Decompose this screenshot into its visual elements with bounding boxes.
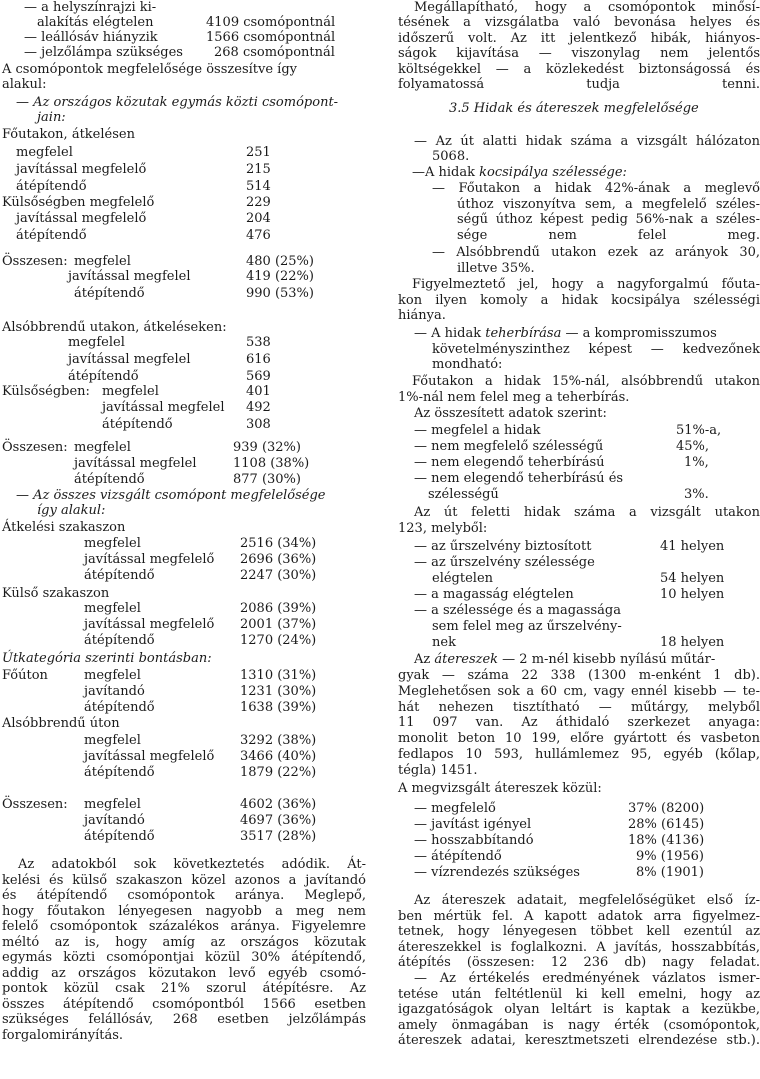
row-value: 1231 (30%) [240, 684, 317, 699]
paragraph-line: 11 097 van. Az áthidaló szerkezet anyaga: [398, 715, 760, 731]
paragraph-line: hogy főutakon lényegesen nagyobb a meg nem [2, 903, 366, 919]
paragraph-line: Az adatokból sok következtetés adódik. Át- [18, 857, 366, 872]
row-label: javítandó [84, 684, 145, 699]
text-span: — a kompromisszumos [561, 326, 717, 341]
row-value: 1310 (31%) [240, 668, 317, 683]
row-value: 28% (6145) [628, 817, 705, 832]
row-label: megfelel [102, 384, 159, 399]
text-line: 5068. [432, 149, 470, 164]
row-value: 2001 (37%) [240, 617, 317, 632]
row-value: 3%. [684, 487, 709, 502]
paragraph-line: ben mértük fel. A kapott adatok arra figyelmez- [398, 908, 760, 924]
row-value: 18% (4136) [628, 833, 705, 848]
row-label: javítással megfelelő [84, 617, 215, 632]
row-value: 538 [246, 335, 271, 350]
row-label: — a szélessége és a magassága [414, 603, 621, 618]
row-label: átépítendő [84, 829, 155, 844]
row-value: 251 [246, 145, 271, 160]
row-label: elégtelen [432, 571, 494, 586]
row-value: 1879 (22%) [240, 765, 317, 780]
text-line: Külsőségben: [2, 384, 90, 399]
section-heading: így alakul: [37, 503, 106, 518]
row-value: 514 [246, 179, 271, 194]
section-heading: jain: [37, 110, 66, 125]
row-value: 51%-a, [676, 423, 722, 438]
paragraph-line: költségekkel — a közlekedést biztonságossá és [398, 61, 760, 77]
row-value: 1638 (39%) [240, 700, 317, 715]
row-value: 3517 (28%) [240, 829, 317, 844]
row-value: 37% (8200) [628, 801, 705, 816]
row-label: — a magasság elégtelen [414, 587, 574, 602]
section-heading: — Az országos közutak egymás közti csomópont- [16, 95, 339, 110]
row-label: javítással megfelelő [84, 749, 215, 764]
list-item: alakítás elégtelen [37, 15, 154, 30]
paragraph-line: fedlapos 10 593, hullámlemez 95, egyéb (kőlap, [398, 747, 760, 762]
row-label: javítással megfelelő [16, 162, 147, 177]
paragraph-line: gyak — száma 22 338 (1300 m-enként 1 db). [398, 668, 760, 683]
text-span: kocsipálya szélessége: [479, 165, 627, 180]
row-value: 9% (1956) [636, 849, 704, 864]
paragraph-line: egymás közti csomópontjai közül 30% átépítendő, [2, 950, 366, 965]
paragraph-line: — Főutakon a hidak 42%-ának a meglevő [432, 181, 760, 196]
row-value: 4697 (36%) [240, 813, 317, 828]
text-span: — 2 m-nél kisebb nyílású műtár- [498, 652, 716, 667]
row-label: — nem elegendő teherbírású [414, 455, 605, 470]
paragraph-line: — Alsóbbrendű utakon ezek az arányok 30, [432, 245, 760, 260]
text-line: Az összesített adatok szerint: [414, 406, 607, 421]
paragraph-line: igazgatóságok olyan leltárt is kaptak a kezükbe, [398, 1002, 760, 1018]
row-label: átépítendő [84, 700, 155, 715]
section-heading: — Az összes vizsgált csomópont megfelelősége [16, 488, 326, 503]
row-label: — javítást igényel [414, 817, 532, 832]
paragraph-line: Az út feletti hidak száma a vizsgált utakon [414, 505, 760, 520]
text-line: mondható: [432, 357, 503, 372]
paragraph-line: Főutakon a hidak 15%-nál, alsóbbrendű utakon [412, 374, 760, 389]
row-value: 8% (1901) [636, 865, 704, 880]
row-label: megfelel [84, 733, 141, 748]
text-line: Összesen: [2, 440, 68, 455]
row-value: 308 [246, 417, 271, 432]
paragraph-line: monolit beton 10 199, előre gyártott és vasbeton [398, 731, 760, 747]
row-label: — vízrendezés szükséges [414, 865, 580, 880]
row-value: 1108 (38%) [233, 456, 310, 471]
row-label: megfelel [74, 440, 131, 455]
section-heading: Útkategória szerinti bontásban: [2, 651, 212, 666]
text-line: 123, melyből: [398, 521, 488, 536]
paragraph-line: Figyelmeztető jel, hogy a nagyforgalmú főuta- [412, 277, 760, 292]
text-line: Főúton [2, 668, 48, 683]
row-value: 990 (53%) [246, 286, 314, 301]
text-line: Átkelési szakaszon [2, 520, 126, 535]
text-line: alakul: [2, 77, 47, 92]
text-line: Külső szakaszon [2, 586, 110, 601]
row-value: 4109 csomópontnál [206, 15, 336, 30]
row-label: átépítendő [74, 472, 145, 487]
text-line: Alsóbbrendű úton [2, 716, 120, 731]
row-label: — hosszabbítandó [414, 833, 534, 848]
row-label: átépítendő [84, 568, 155, 583]
list-heading [412, 165, 627, 180]
text-line: Külsőségben megfelelő [2, 195, 155, 210]
paragraph-line: tetése után feltétlenül ki kell emelni, hogy az [398, 986, 760, 1002]
row-value: 569 [246, 369, 271, 384]
paragraph-line: kon ilyen komoly a hidak kocsipálya szélességi [398, 292, 760, 308]
paragraph-line: pontok közül csak 21% szorul átépítésre. Az [2, 981, 366, 996]
text-line: 1%-nál nem felel meg a teherbírás. [398, 390, 630, 405]
paragraph-line: hiánya. [398, 308, 446, 323]
row-value: 419 (22%) [246, 269, 314, 284]
paragraph-line: követelményszinthez képest — kedvezőnek [432, 342, 760, 357]
row-label: átépítendő [84, 765, 155, 780]
paragraph-line: szükséges felállósáv, 268 esetben jelzőlámpás [2, 1012, 366, 1027]
paragraph-line [414, 652, 715, 667]
paragraph-line: Megállapítható, hogy a csomópontok minősí- [414, 0, 760, 15]
text-line: Összesen: [2, 254, 68, 269]
text-span: teherbírása [485, 326, 562, 341]
row-label: szélességű [428, 487, 499, 502]
row-value: 476 [246, 228, 271, 243]
row-value: 229 [246, 195, 271, 210]
list-item: — a helyszínrajzi ki- [24, 0, 157, 15]
row-label: javítással megfelel [68, 269, 191, 284]
paragraph-line: összes átépítendő csomópontból 1566 esetben [2, 996, 366, 1012]
row-label: megfelel [74, 254, 131, 269]
row-value: 10 helyen [660, 587, 725, 602]
row-value: 1566 csomópontnál [206, 30, 336, 45]
paragraph-line: hát nehezen tisztítható — műtárgy, melyből [398, 699, 760, 715]
row-label: megfelel [84, 601, 141, 616]
row-value: 2247 (30%) [240, 568, 317, 583]
row-value: 939 (32%) [233, 440, 301, 455]
row-value: 2696 (36%) [240, 552, 317, 567]
paragraph-line: időszerű volt. Az itt jelentkező hibák, hiányos- [398, 30, 760, 46]
row-value: 1%, [684, 455, 709, 470]
row-value: 877 (30%) [233, 472, 301, 487]
row-label: — az űrszelvény biztosított [414, 539, 592, 554]
text-line: Alsóbbrendű utakon, átkeléseken: [2, 320, 227, 335]
row-value: 401 [246, 384, 271, 399]
row-label: megfelel [68, 335, 125, 350]
row-value: 45%, [676, 439, 710, 454]
row-value: 3466 (40%) [240, 749, 317, 764]
section-heading: 3.5 Hidak és átereszek megfelelősége [449, 101, 699, 116]
row-value: 480 (25%) [246, 254, 314, 269]
row-value: 268 csomópontnál [214, 45, 335, 60]
row-label: átépítendő [68, 369, 139, 384]
paragraph-line: ságok kijavítása — viszonylag nem jelentős [398, 46, 760, 62]
row-label: átépítendő [74, 286, 145, 301]
text-span: átereszek [434, 652, 499, 667]
text-line: tégla) 1451. [398, 762, 478, 778]
row-value: 18 helyen [660, 635, 725, 650]
row-value: 41 helyen [660, 539, 725, 554]
text-line: A csomópontok megfelelősége összesítve így [2, 62, 297, 77]
list-item: — jelzőlámpa szükséges [24, 45, 183, 60]
paragraph-line: Az átereszek adatait, megfelelőségüket első íz- [414, 893, 760, 908]
row-label: — megfelelő [414, 801, 496, 816]
row-label: nek [432, 635, 456, 650]
row-value: 204 [246, 211, 271, 226]
row-label: — az űrszelvény szélessége [414, 555, 595, 570]
row-label: átépítendő [84, 633, 155, 648]
row-label: átépítendő [16, 228, 87, 243]
paragraph-line: forgalomirányítás. [2, 1027, 124, 1043]
row-value: 616 [246, 352, 271, 367]
row-value: 1270 (24%) [240, 633, 317, 648]
row-value: 492 [246, 400, 271, 415]
row-label: — átépítendő [414, 849, 502, 864]
row-label: — megfelel a hidak [414, 423, 541, 438]
paragraph-line: átépítés (összesen: 12 236 db) nagy feladat. [398, 955, 760, 971]
text-span: — A hidak [414, 326, 486, 341]
text-line: illetve 35%. [457, 261, 535, 276]
paragraph-line: átereszekkel is foglalkozni. A javítás, hosszabbítás, [398, 939, 760, 955]
text-span: —A hidak [412, 165, 480, 180]
row-label: megfelel [84, 536, 141, 551]
paragraph-line: folyamatossá tudja tenni. [398, 77, 760, 92]
paragraph-line: — Az út alatti hidak száma a vizsgált hálózaton [414, 134, 760, 149]
row-value: 54 helyen [660, 571, 725, 586]
row-value: 2516 (34%) [240, 536, 317, 551]
paragraph-line: Meglehetősen sok a 60 cm, vagy ennél kisebb — te- [398, 683, 760, 699]
row-value: 4602 (36%) [240, 797, 317, 812]
paragraph-line: és átépítendő csomópontok aránya. Meglepő, [2, 888, 366, 903]
row-label: javítással megfelel [102, 400, 225, 415]
row-label: megfelel [84, 797, 141, 812]
paragraph-line: tetnek, hogy lényegesen többet kell ezentúl az [398, 924, 760, 940]
paragraph-line: addig az országos közutakon levő egyéb csomó- [2, 965, 366, 981]
text-line: Összesen: [2, 797, 68, 812]
text-line: Főutakon, átkelésen [2, 127, 135, 142]
row-label: — nem elegendő teherbírású és [414, 471, 624, 486]
paragraph-line: amely önmagában is nagy érték (csomópontok, [398, 1017, 760, 1033]
paragraph-line: tésének a vizsgálatba való bevonása helyes és [398, 15, 760, 31]
paragraph-line: sége nem felel meg. [457, 227, 760, 243]
row-label: javítással megfelel [74, 456, 197, 471]
row-label: megfelel [84, 668, 141, 683]
row-label: javítással megfelelő [16, 211, 147, 226]
row-label: sem felel meg az űrszelvény- [432, 619, 622, 634]
paragraph-line [414, 326, 717, 341]
text-line: A megvizsgált átereszek közül: [398, 781, 602, 796]
row-label: átépítendő [102, 417, 173, 432]
row-label: megfelel [16, 145, 73, 160]
row-label: javítással megfelel [68, 352, 191, 367]
row-label: javítással megfelelő [84, 552, 215, 567]
row-value: 2086 (39%) [240, 601, 317, 616]
row-label: javítandó [84, 813, 145, 828]
list-item: — leállósáv hiányzik [24, 30, 158, 45]
paragraph-line: átereszek adatai, keresztmetszeti elrendezése stb.). [398, 1033, 760, 1049]
paragraph-line: kelési és külső szakaszon közel azonos a javítandó [2, 872, 366, 888]
row-label: — nem megfelelő szélességű [414, 439, 604, 454]
row-value: 215 [246, 162, 271, 177]
row-value: 3292 (38%) [240, 733, 317, 748]
paragraph-line: ségű úthoz képest pedig 56%-nak a széles- [457, 212, 760, 227]
text-span: Az [414, 652, 435, 667]
paragraph-line: — Az értékelés eredményének vázlatos ismer- [414, 971, 760, 986]
paragraph-line: felelő csomópontok százalékos aránya. Figyelemre [2, 919, 366, 934]
paragraph-line: úthoz viszonyítva sem, a megfelelő széles- [457, 196, 760, 212]
row-label: átépítendő [16, 179, 87, 194]
paragraph-line: méltó az is, hogy amíg az országos közutak [2, 934, 366, 950]
